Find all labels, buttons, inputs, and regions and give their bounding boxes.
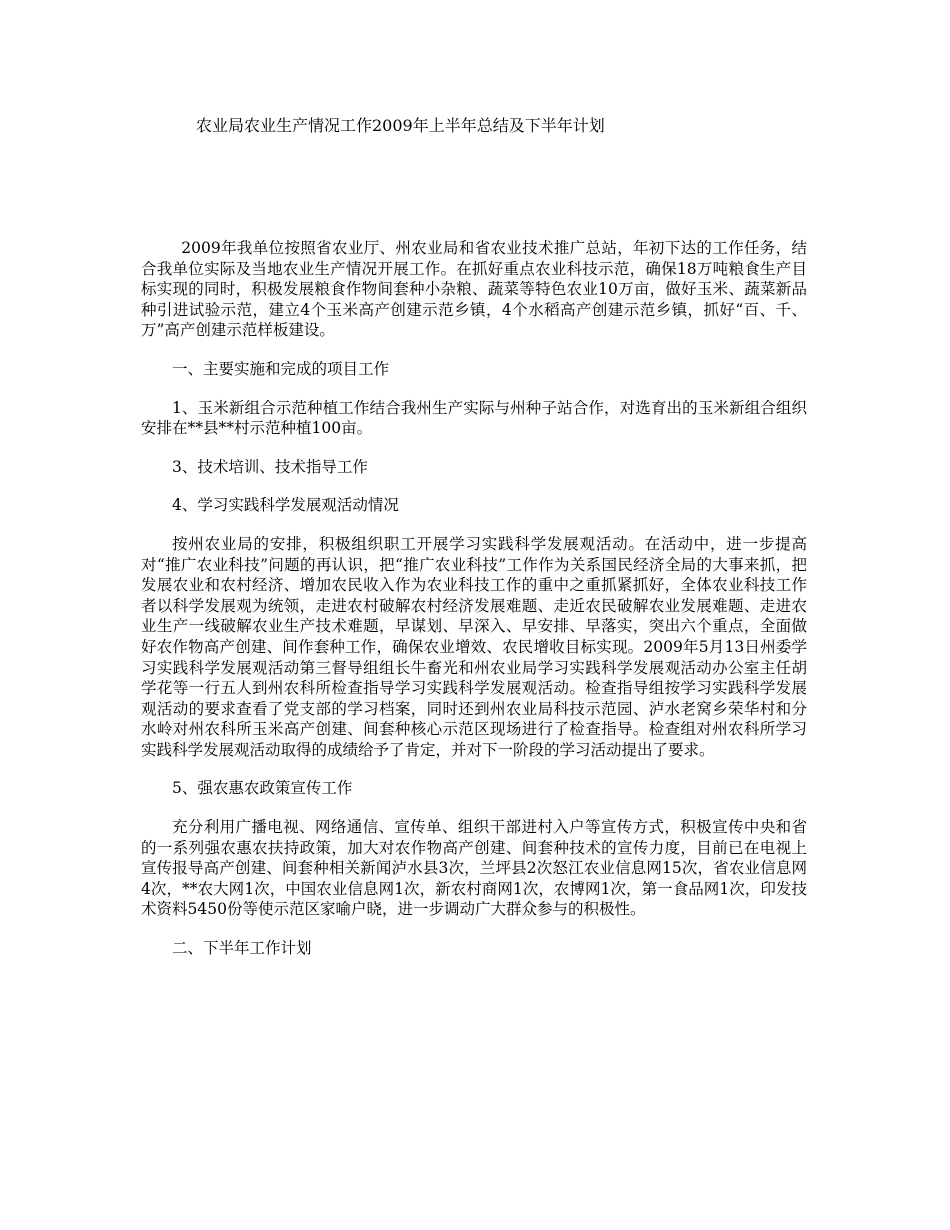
paragraph-policy-publicity: 充分利用广播电视、网络通信、宣传单、组织干部进村入户等宣传方式，积极宣传中央和省的一系列强农惠农扶持政策，加大对农作物高产创建、间套种技术的宣传力度，目前已在电视上宣传报导高产创建、间套种相关新闻泸水县3次，兰坪县2次怒江农业信息网15次，省农业信息网4次，**农大网1次，中国农业信息网1次，新农村商网1次，农博网1次，第一食品网1次，印发技术资料5450份等使示范区家喻户晓，进一步调动广大群众参与的积极性。 — [141, 818, 807, 919]
paragraph-corn-demonstration: 1、玉米新组合示范种植工作结合我州生产实际与州种子站合作，对选育出的玉米新组合组织安排在**县**村示范种植100亩。 — [141, 398, 807, 438]
document-title: 农业局农业生产情况工作2009年上半年总结及下半年计划 — [196, 116, 605, 135]
intro-paragraph: 2009年我单位按照省农业厅、州农业局和省农业技术推广总站，年初下达的工作任务，结合我单位实际及当地农业生产情况开展工作。在抓好重点农业科技示范，确保18万吨粮食生产目标实现的同时，积极发展粮食作物间套种小杂粮、蔬菜等特色农业10万亩，做好玉米、蔬菜新品种引进试验示范，建立4个玉米高产创建示范乡镇，4个水稻高产创建示范乡镇，抓好“百、千、万”高产创建示范样板建设。 — [141, 239, 807, 340]
section-heading-main-projects: 一、主要实施和完成的项目工作 — [172, 359, 390, 378]
subheading-study-practice: 4、学习实践科学发展观活动情况 — [172, 496, 399, 515]
subheading-technical-training: 3、技术培训、技术指导工作 — [172, 457, 368, 476]
subheading-policy-publicity: 5、强农惠农政策宣传工作 — [172, 779, 353, 798]
document-body — [141, 238, 807, 977]
paragraph-study-practice: 按州农业局的安排，积极组织职工开展学习实践科学发展观活动。在活动中，进一步提高对“推广农业科技”问题的再认识，把“推广农业科技”工作作为关系国民经济全局的大事来抓，把发展农业和农村经济、增加农民收入作为农业科技工作的重中之重抓紧抓好，全体农业科技工作者以科学发展观为统领，走进农村破解农村经济发展难题、走近农民破解农业发展难题、走进农业生产一线破解农业生产技术难题，早谋划、早深入、早安排、早落实，突出六个重点，全面做好农作物高产创建、间作套种工作，确保农业增效、农民增收目标实现。2009年5月13日州委学习实践科学发展观活动第三督导组组长牛畜光和州农业局学习实践科学发展观活动办公室主任胡学花等一行五人到州农科所检查指导学习实践科学发展观活动。检查指导组按学习实践科学发展观活动的要求查看了党支部的学习档案，同时还到州农业局科技示范园、泸水老窝乡荣华村和分水岭对州农科所玉米高产创建、间套种核心示范区现场进行了检查指导。检查组对州农科所学习实践科学发展观活动取得的成绩给予了肯定，并对下一阶段的学习活动提出了要求。 — [141, 534, 807, 759]
section-heading-second-half-plan: 二、下半年工作计划 — [172, 939, 312, 958]
